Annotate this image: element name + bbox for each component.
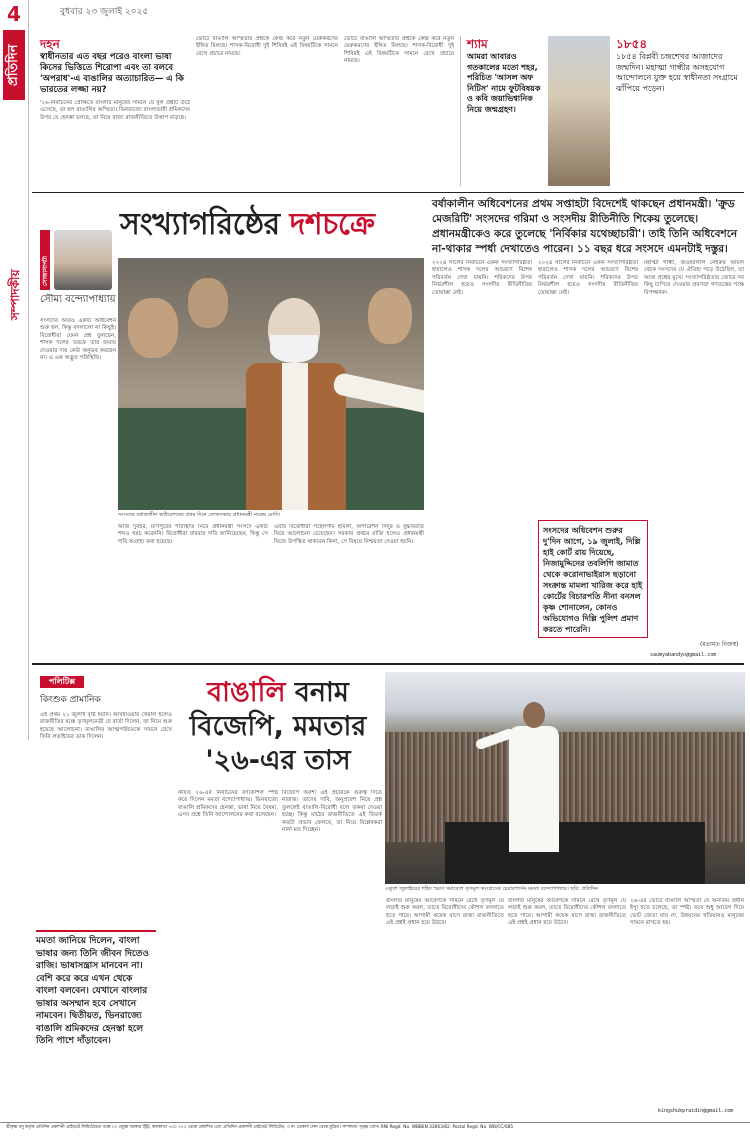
main-headline-accent: দশচক্রে xyxy=(289,207,375,242)
main-col-4: ২০২৪ সালের নির্বাচনে একক সংখ্যাগরিষ্ঠতা হারালেও শাসক দলের আচরণে বিশেষ পরিবর্তন দেখা যায়নি। শরিকদের উপর নির্ভরশীল হয়েও সংসদীয় রীতিনীতির তোয়াক্কা নেই। xyxy=(432,260,532,296)
sidebar-right-tag: ১৮৫৪ xyxy=(616,37,648,51)
speaker-figure xyxy=(505,702,563,852)
main-col-4b: ২০২৪ সালের নির্বাচনে একক সংখ্যাগরিষ্ঠতা হারালেও শাসক দলের আচরণে বিশেষ পরিবর্তন দেখা যায়নি। শরিকদের উপর নির্ভরশীল হয়েও সংসদীয় রীতিনীতির তোয়াক্কা নেই। xyxy=(538,260,638,296)
author-name: সৌম্য বন্দ্যোপাধ্যায় xyxy=(40,294,116,305)
sidebar-photo xyxy=(548,36,610,186)
main-headline-part: সংখ্যাগরিষ্ঠের xyxy=(120,207,290,242)
author-avatar xyxy=(54,230,112,290)
column-divider xyxy=(460,36,461,186)
main-col-3: এবার বিরোধীরা পহেলগাম হামলা, অপারেশন সিঁদুর ও যুদ্ধবিরতি নিয়ে আলোচনা চেয়েছেন। সরকার প্রথমে রাজি হলেও প্রধানমন্ত্রী নিজে উপস্থিত থাকবেন কিনা, সে বিষয়ে নিশ্চয়তা দেওয়া হয়নি। xyxy=(274,524,424,545)
person-figure xyxy=(188,278,228,328)
headline-accent: বাঙালি xyxy=(207,677,286,708)
top-left-body: '২৬-নির্বাচনের প্রেক্ষিতে বাংলার মানুষের সামনে যে মূল প্রশ্নটি উঠে এসেছে, তা হল বাঙালির অস্মিতা। ভিনরাজ্যে বাংলাভাষী শ্রমিকদের উপর যে হেনস্তা চলছে, তা নিয়ে রাজ্য রাজনীতিতে উত্তাপ বাড়ছে। xyxy=(40,100,190,121)
second-col-4b: বাংলার মানুষের আবেগকে সামনে রেখে তৃণমূল যে লড়াই শুরু করল, তাতে বিরোধীদের কৌশল বদলাতে হতে পারে। আগামী কয়েক মাসে রাজ্য রাজনীতিতে এই প্রশ্নই প্রধান হয়ে উঠবে। xyxy=(508,898,626,927)
sidebar-left-tag: শ্যাম xyxy=(467,37,488,51)
page-number: 4 xyxy=(7,2,21,26)
main-photo xyxy=(118,258,424,510)
prime-minister-figure xyxy=(238,293,358,510)
sidebar-left-headline: আমরা আবারও গতকালের মতো শহর, পরিচিত 'আসল অফ নিটিস' নামে ফুটবিষয়ক ও কবি জয়াভিশ্বানিক নিয়ে জন্মগ্রহণ। xyxy=(467,52,541,114)
section-tag: পলিটিক্স xyxy=(40,676,84,688)
masthead-strip xyxy=(0,0,29,740)
main-col-5: মহাত্মা গান্ধী, জওহরলাল নেহরুর আমল থেকে সংসদের যে ঐতিহ্য গড়ে উঠেছিল, তা আজ প্রশ্নের মুখে। সংখ্যাগরিষ্ঠতার জোরে সব কিছু চাপিয়ে দেওয়ার প্রবণতা গণতন্ত্রের পক্ষে বিপজ্জনক। xyxy=(644,260,744,296)
person-figure xyxy=(368,288,412,344)
second-headline-line3: '২৬-এর তাস xyxy=(205,745,351,776)
newspaper-logo: প্রতিদিন xyxy=(3,30,25,100)
pull-quote: মমতা জানিয়ে দিলেন, বাংলা ভাষার জন্য তিনি জীবন দিতেও রাজি। ভাষাসন্ত্রাস মানবেন না। বেশি করে করে এখন থেকে বাংলা বলবেন। যেখানে বাংলার ভাষার অসম্মান হবে সেখানে নামবেন। দ্বিতীয়ত, ভিনরাজ্যে বাঙালি শ্রমিকদের হেনস্তা হলে তিনি পাশে দাঁড়াবেন। xyxy=(36,930,156,1048)
date-line: বুধবার ২৩ জুলাই ২০২৫ xyxy=(60,7,149,17)
top-left-headline: স্বাধীনতার এত বছর পরেও বাংলা ভাষা কিসের ভিত্তিতে শিরোপা এবং তা বলবে 'অপরাধ'-এ বাঙালির অত্যাচারিত— এ কি ভারতের লজ্জা নয়? xyxy=(40,52,184,95)
opinion-note: (মতামত নিজস্ব) xyxy=(700,641,739,648)
stage xyxy=(445,822,705,884)
story-divider xyxy=(32,663,744,665)
second-col-5: ২৬-এর ভোটে বাঙালি অস্মিতা যে অন্যতম প্রধান ইস্যু হতে চলেছে, তা স্পষ্ট। তবে শুধু আবেগ দিয়ে ভোট জেতা যায় না, উন্নয়নের খতিয়ানও মানুষের সামনে রাখতে হয়। xyxy=(630,898,744,927)
sidebar-right-body: ১৮৫৪ বিপ্লবী চন্দ্রশেখর আজাদের জন্মদিন। মহাত্মা গান্ধীর অসহযোগ আন্দোলনে যুক্ত হয়ে স্বাধীনতা সংগ্রামে ঝাঁপিয়ে পড়েন। xyxy=(616,52,738,93)
second-col-4: বাংলার মানুষের আবেগকে সামনে রেখে তৃণমূল যে লড়াই শুরু করল, তাতে বিরোধীদের কৌশল বদলাতে হতে পারে। আগামী কয়েক মাসে রাজ্য রাজনীতিতে এই প্রশ্নই প্রধান হয়ে উঠবে। xyxy=(386,898,504,927)
imprint-footer: শ্রীকৃষ্ণ বসু কর্তৃক প্রতিদিন প্রকাশনী প্রাইভেট লিমিটেডের পক্ষে ২০ প্রফুল্ল সরকার স্ট্রিট, কলকাতা ৭০০ ০৭২ থেকে প্রকাশিত এবং প্রতিদিন প্রকাশনী প্রাইভেট লিমিটেড, ৩ নং ডেকার্স লেন থেকে মুদ্রিত। সম্পাদক: সৃঞ্জয় বোস। RNI Regd. No. WBBEN 33663/82. Postal Regd. No. WB/CC/085 xyxy=(0,1122,750,1148)
second-photo-caption: একুশে জুলাইয়ের শহিদ স্মরণ সমাবেশে তৃণমূল কংগ্রেসের চেয়ারপার্সন মমতা বন্দ্যোপাধ্যায়। ছবি: প্রতিদিন xyxy=(385,886,599,892)
main-col-2: আজ দুবছর, মণিপুরের পরিস্থিতি নিয়ে প্রধানমন্ত্রী সংসদে একটি শব্দও খরচ করেননি। বিরোধীরা বারবার দাবি জানিয়েছেন, কিন্তু সে দাবি অগ্রাহ্য করা হয়েছে। xyxy=(118,524,268,545)
second-headline xyxy=(178,676,378,778)
second-headline-line2: বিজেপি, মমতার xyxy=(189,711,367,742)
top-middle-body: ভোটে বাঙালি অস্মিতার প্রশ্নকে কেন্দ্র করে নতুন মেরুকরণের ইঙ্গিত মিলছে। শাসক-বিরোধী দুই শিবিরই এই বিষয়টিকে সামনে রেখে প্রচারে নামছে। xyxy=(196,36,338,57)
second-author-email: kingshukpraidin@gmail.com xyxy=(658,1108,734,1114)
byline-tag: সোজাসাপটা xyxy=(42,255,49,286)
second-col-3: বিজেপি অবশ্য এই প্রচারকে গুরুত্ব দিতে নারাজ। তাদের দাবি, অনুপ্রবেশ নিয়ে প্রশ্ন তুললেই বাঙালি-বিরোধী বলে তকমা দেওয়া হচ্ছে। কিন্তু মাঠের রাজনীতিতে এই বিতর্ক কতটা প্রভাব ফেলবে, তা নিয়ে বিশ্লেষকরা নানা মত দিচ্ছেন। xyxy=(282,790,382,834)
second-headline-line1 xyxy=(178,676,378,710)
main-deck: বর্ষাকালীন অধিবেশনের প্রথম সপ্তাহটা বিদেশেই থাকছেন প্রধানমন্ত্রী। 'ক্রুড মেজরিটি' সংসদের গরিমা ও সংসদীয় রীতিনীতি শিকেয় তুলেছে। প্রধানমন্ত্রীকেও করে তুলেছে 'নির্বিকার যথেচ্ছাচারী'। তাই তিনি অধিবেশনে না-থাকার স্পর্ধা দেখাতেও পারেন। ১১ বছর ধরে সংসদে এমনটাই দস্তুর। xyxy=(432,198,738,255)
main-col-1: সংসদের আরও একটি অধিবেশন শুরু হল, কিন্তু বদলালো না কিছুই। বিরোধীরা যেমন প্রশ্ন তুলছেন, শাসক দলের তরফে তার জবাব দেওয়ার দায় কেউ অনুভব করছেন না। এ এক অদ্ভুত পরিস্থিতি। xyxy=(40,318,116,362)
top-middle-body-2: ভোটে বাঙালি অস্মিতার প্রশ্নকে কেন্দ্র করে নতুন মেরুকরণের ইঙ্গিত মিলছে। শাসক-বিরোধী দুই শিবিরই এই বিষয়টিকে সামনে রেখে প্রচারে নামছে। xyxy=(344,36,454,65)
highlight-box: সংসদের অধিবেশন শুরুর দু'দিন আগে, ১৯ জুলাই, দিল্লি হাই কোর্ট রায় দিয়েছে, নিজামুদ্দিনের তবলিগি জামাত থেকে করোনাভাইরাস ছড়ানো সংক্রান্ত মামলা খারিজ করে হাই কোর্টের বিচারপতি নীনা বনসল কৃষ্ণ শোনালেন, কোনও অভিযোগও দিল্লি পুলিশ প্রমাণ করতে পারেনি। xyxy=(538,520,648,638)
author-email: saumyabandyo@gmail.com xyxy=(650,652,717,658)
headline-text: বনাম xyxy=(285,677,349,708)
person-figure xyxy=(128,298,178,358)
main-photo-caption: সংসদের বর্ষাকালীন অধিবেশনের প্রথম দিনে লোকসভায় প্রধানমন্ত্রী নরেন্দ্র মোদি। xyxy=(118,512,281,518)
section-label: সম্পাদকীয় xyxy=(8,269,22,320)
second-author: কিংশুক প্রামানিক xyxy=(40,695,101,705)
second-col-1: এই প্রথম ২১ জুলাই বৃষ্টি হয়নি। আবহাওয়ার খেয়াল হলেও রাজনীতির মঞ্চে তৃণমূলনেত্রী যে বার্তা দিলেন, তা নিয়ে শুরু হয়েছে আলোচনা। বাঙালির আত্মপরিচয়কে সামনে রেখে তিনি লড়াইয়ের ডাক দিলেন। xyxy=(40,712,172,741)
top-left-kicker: দহন xyxy=(40,37,60,51)
section-rule xyxy=(32,192,744,193)
second-col-2: কার্যত ২৬-এর নির্বাচনের রণকৌশল স্পষ্ট করে দিলেন মমতা বন্দ্যোপাধ্যায়। ভিনরাজ্যে বাঙালি শ্রমিকদের হেনস্তা, ভাষা নিয়ে বৈষম্য, এসব প্রশ্নে তিনি আন্দোলনের কথা বলেছেন। xyxy=(178,790,278,819)
main-headline xyxy=(120,200,430,251)
second-photo xyxy=(385,672,745,884)
